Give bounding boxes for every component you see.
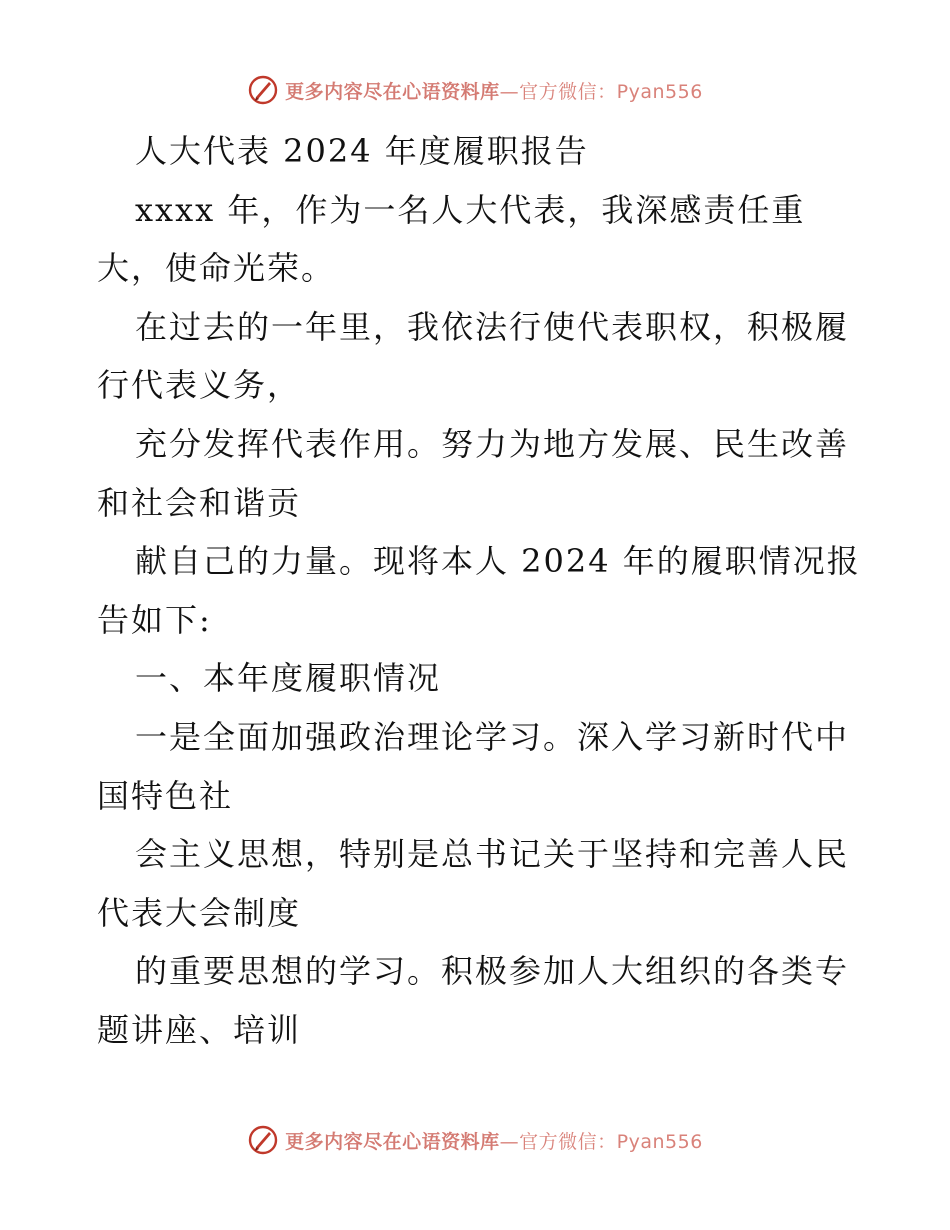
paragraph-line: 行代表义务， (97, 366, 302, 405)
paragraph-line: 的重要思想的学习。积极参加人大组织的各类专 (135, 952, 850, 991)
paragraph-line: 国特色社 (97, 776, 234, 815)
footer-banner (0, 1120, 950, 1160)
paragraph-line: 告如下: (97, 600, 212, 639)
paragraph-line: 一是全面加强政治理论学习。深入学习新时代中 (135, 717, 850, 756)
watermark-brand: 更多内容尽在心语资料库 (285, 80, 500, 103)
watermark-contact: —官方微信：Pyan556 (499, 80, 703, 103)
paragraph-line: 会主义思想，特别是总书记关于坚持和完善人民 (135, 835, 850, 874)
watermark-text (285, 1127, 703, 1154)
paragraph-line: 和社会和谐贡 (97, 483, 302, 522)
header-banner (0, 70, 950, 110)
paragraph-line: 大，使命光荣。 (97, 249, 336, 288)
paragraph-line: xxxx 年，作为一名人大代表，我深感责任重 (135, 190, 806, 229)
section-heading: 一、本年度履职情况 (135, 659, 442, 698)
quill-circle-icon (247, 1124, 279, 1156)
quill-circle-icon (247, 74, 279, 106)
paragraph-line: 题讲座、培训 (97, 1010, 302, 1049)
watermark-contact: —官方微信：Pyan556 (499, 1130, 703, 1153)
paragraph-line: 代表大会制度 (97, 893, 302, 932)
paragraph-line: 献自己的力量。现将本人 2024 年的履职情况报 (135, 542, 861, 581)
watermark-brand: 更多内容尽在心语资料库 (285, 1130, 500, 1153)
paragraph-line: 在过去的一年里，我依法行使代表职权，积极履 (135, 307, 850, 346)
watermark-text (285, 77, 703, 104)
document-body (97, 122, 861, 1060)
document-title: 人大代表 2024 年度履职报告 (135, 132, 589, 170)
paragraph-line: 充分发挥代表作用。努力为地方发展、民生改善 (135, 424, 850, 463)
